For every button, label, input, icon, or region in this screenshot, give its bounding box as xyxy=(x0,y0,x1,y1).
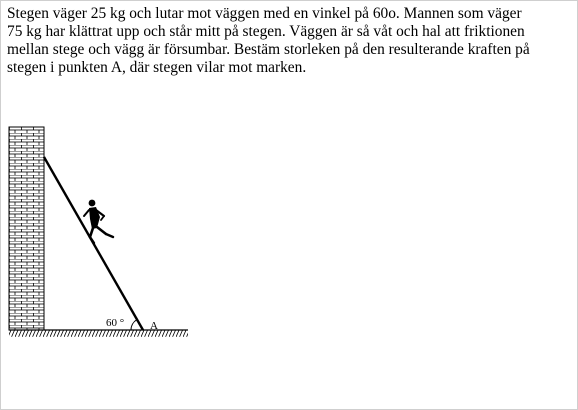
problem-statement xyxy=(7,5,573,77)
problem-line-4: stegen i punkten A, där stegen vilar mot marken. xyxy=(7,59,307,76)
angle-label: 60 ° xyxy=(106,317,125,329)
problem-line-3: mellan stege och vägg är försumbar. Bestäm storleken på den resulterande kraften på xyxy=(7,41,530,58)
problem-line-1: Stegen väger 25 kg och lutar mot väggen med en vinkel på 60o. Mannen som väger xyxy=(7,5,522,22)
hatched-ground-icon xyxy=(9,330,188,337)
point-a-label: A xyxy=(150,320,158,332)
ladder-figure xyxy=(1,119,201,349)
brick-wall-icon xyxy=(9,127,44,330)
angle-arc-icon xyxy=(131,320,137,330)
problem-line-2: 75 kg har klättrat upp och står mitt på stegen. Väggen är så våt och hal att friktionen xyxy=(7,23,525,40)
